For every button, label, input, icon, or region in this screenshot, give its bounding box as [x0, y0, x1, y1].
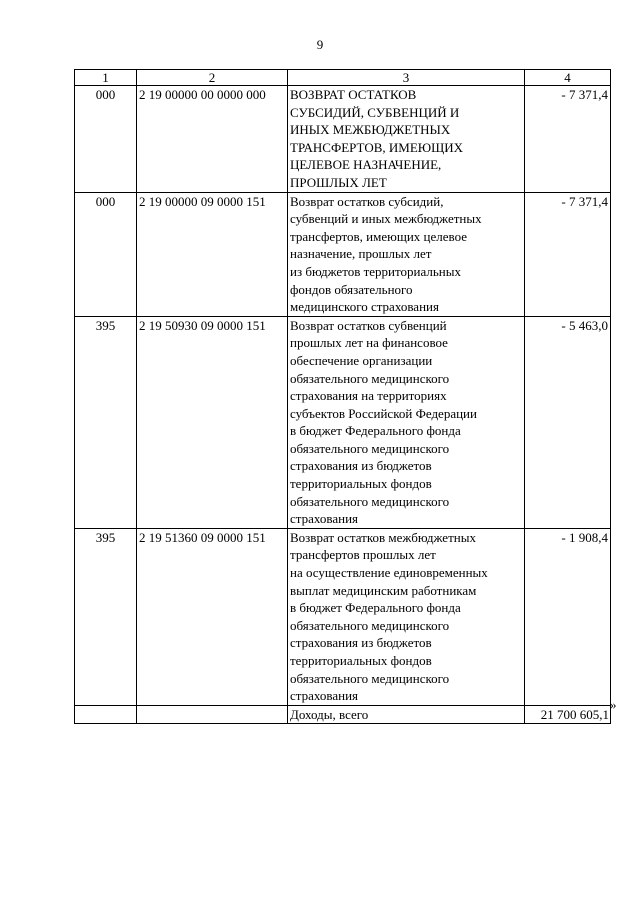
revenue-table [74, 69, 611, 724]
description-line: выплат медицинским работникам [290, 582, 477, 598]
description-line: Возврат остатков межбюджетных [290, 529, 476, 545]
description-line: страхования [290, 511, 359, 527]
admin-code-cell: 000 [75, 192, 137, 316]
description-line: трансфертов, имеющих целевое [290, 228, 468, 244]
description-line: обязательного медицинского [290, 440, 450, 456]
description-line: на осуществление единовременных [290, 565, 488, 581]
description-line: из бюджетов территориальных [290, 263, 461, 279]
closing-quote: » [610, 697, 617, 712]
column-header-1: 1 [75, 70, 137, 86]
table-row [75, 316, 611, 528]
total-amount: 21 700 605,1 [525, 705, 611, 724]
description-line: страхования на территориях [290, 388, 447, 404]
budget-code-cell: 2 19 00000 09 0000 151 [137, 192, 288, 316]
table-row [75, 192, 611, 316]
budget-code-cell: 2 19 50930 09 0000 151 [137, 316, 288, 528]
description-line: обязательного медицинского [290, 617, 450, 633]
amount-cell: - 1 908,4 [525, 528, 611, 705]
description-line: страхования из бюджетов [290, 635, 432, 651]
total-kbk-cell [137, 705, 288, 724]
budget-code-cell: 2 19 00000 00 0000 000 [137, 86, 288, 193]
column-header-3: 3 [288, 70, 525, 86]
description-line: территориальных фондов [290, 653, 432, 668]
description-line: в бюджет Федерального фонда [290, 600, 461, 616]
description-line: обязательного медицинского [290, 493, 450, 509]
description-line: фондов обязательного [290, 281, 413, 297]
description-line: обеспечение организации [290, 352, 433, 368]
table-header-row [75, 70, 611, 86]
admin-code-cell: 000 [75, 86, 137, 193]
description-line: прошлых лет на финансовое [290, 335, 448, 351]
description-line: обязательного медицинского [290, 370, 450, 386]
description-line: страхования из бюджетов [290, 458, 432, 474]
description-line: ЦЕЛЕВОЕ НАЗНАЧЕНИЕ, [290, 157, 442, 173]
table-row [75, 86, 611, 193]
amount-cell: - 7 371,4 [525, 192, 611, 316]
description-line: ВОЗВРАТ ОСТАТКОВ [290, 87, 417, 102]
amount-cell: - 7 371,4 [525, 86, 611, 193]
description-line: страхования [290, 688, 359, 704]
admin-code-cell: 395 [75, 316, 137, 528]
amount-cell: - 5 463,0 [525, 316, 611, 528]
budget-code-cell: 2 19 51360 09 0000 151 [137, 528, 288, 705]
column-header-2: 2 [137, 70, 288, 86]
description-cell [288, 86, 525, 193]
description-line: СУБСИДИЙ, СУБВЕНЦИЙ И [290, 104, 460, 120]
total-label: Доходы, всего [288, 705, 525, 724]
description-line: обязательного медицинского [290, 670, 450, 686]
description-line: в бюджет Федерального фонда [290, 423, 461, 439]
description-cell [288, 316, 525, 528]
total-code-cell [75, 705, 137, 724]
description-line: субвенций и иных межбюджетных [290, 211, 482, 227]
description-line: Возврат остатков субвенций [290, 317, 447, 333]
description-line: территориальных фондов [290, 476, 432, 492]
admin-code-cell: 395 [75, 528, 137, 705]
description-cell [288, 192, 525, 316]
column-header-4: 4 [525, 70, 611, 86]
description-line: ИНЫХ МЕЖБЮДЖЕТНЫХ [290, 122, 451, 138]
page-number: 9 [316, 37, 324, 52]
description-line: медицинского страхования [290, 299, 439, 315]
description-cell [288, 528, 525, 705]
description-line: ПРОШЛЫХ ЛЕТ [290, 174, 387, 190]
table-body [75, 86, 611, 706]
description-line: Возврат остатков субсидий, [290, 193, 444, 209]
description-line: трансфертов прошлых лет [290, 547, 436, 563]
total-row [75, 705, 611, 724]
description-line: ТРАНСФЕРТОВ, ИМЕЮЩИХ [290, 139, 464, 155]
description-line: назначение, прошлых лет [290, 246, 432, 262]
table-row [75, 528, 611, 705]
description-line: субъектов Российской Федерации [290, 405, 477, 421]
